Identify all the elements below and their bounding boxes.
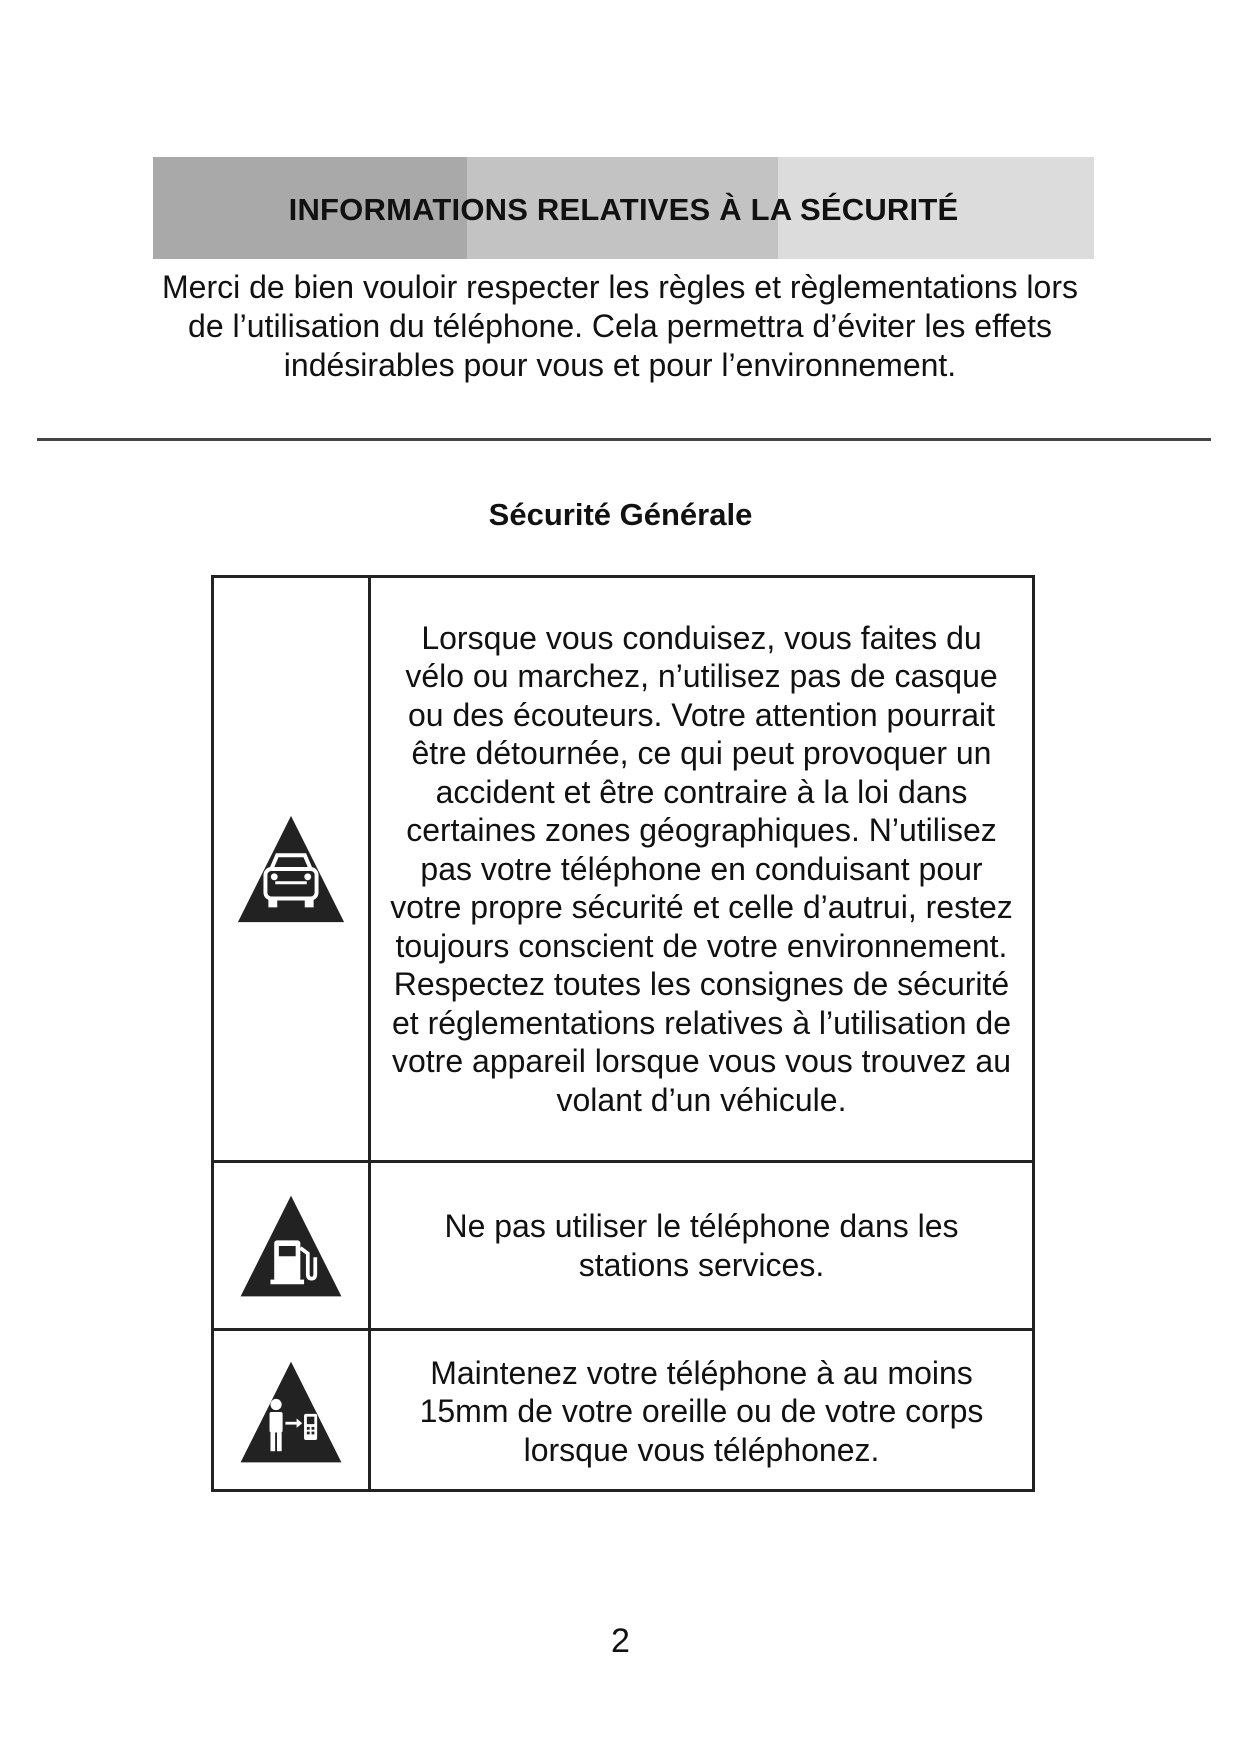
intro-line: Merci de bien vouloir respecter les règles et règlementations lors bbox=[162, 269, 1078, 305]
icon-cell bbox=[214, 578, 371, 1160]
intro-line: indésirables pour vous et pour l’environnement. bbox=[283, 347, 957, 383]
text-cell bbox=[371, 578, 1032, 1160]
text-line: stations services. bbox=[578, 1246, 825, 1283]
text-line: être détournée, ce qui peut provoquer un bbox=[411, 735, 992, 772]
section-title: Sécurité Générale bbox=[488, 497, 753, 532]
fuel-station-text bbox=[444, 1207, 958, 1284]
icon-cell bbox=[214, 1331, 371, 1492]
text-line: ou des écouteurs. Votre attention pourrait bbox=[407, 696, 996, 733]
text-line: Respectez toutes les consignes de sécurité bbox=[393, 966, 1010, 1003]
text-line: 15mm de votre oreille ou de votre corps bbox=[419, 1393, 984, 1430]
text-line: toujours conscient de votre environnement. bbox=[395, 927, 1008, 964]
text-line: certaines zones géographiques. N’utilisez bbox=[406, 812, 997, 849]
intro-line: de l’utilisation du téléphone. Cela permettra d’éviter les effets bbox=[188, 308, 1052, 344]
fuel-pump-warning-icon bbox=[235, 1190, 347, 1302]
page-title: INFORMATIONS RELATIVES À LA SÉCURITÉ bbox=[288, 192, 959, 227]
text-line: Ne pas utiliser le téléphone dans les bbox=[444, 1208, 959, 1244]
text-line: et réglementations relatives à l’utilisation de bbox=[391, 1004, 1011, 1041]
body-distance-warning-icon bbox=[235, 1356, 347, 1468]
car-warning-icon bbox=[232, 810, 350, 928]
text-line: votre appareil lorsque vous vous trouvez au bbox=[391, 1043, 1011, 1080]
table-row bbox=[214, 578, 1032, 1160]
body-distance-text bbox=[420, 1354, 984, 1470]
text-line: lorsque vous téléphonez. bbox=[523, 1431, 880, 1468]
text-line: pas votre téléphone en conduisant pour bbox=[420, 850, 983, 887]
text-line: votre propre sécurité et celle d’autrui, restez bbox=[390, 889, 1013, 926]
header-band bbox=[153, 157, 1094, 259]
text-line: accident et être contraire à la loi dans bbox=[435, 773, 968, 810]
section-divider bbox=[37, 438, 1211, 441]
text-cell bbox=[371, 1331, 1032, 1492]
text-line: Maintenez votre téléphone à au moins bbox=[430, 1354, 973, 1391]
driving-safety-text bbox=[390, 619, 1013, 1120]
intro-paragraph bbox=[140, 268, 1100, 385]
text-line: volant d’un véhicule. bbox=[556, 1081, 847, 1118]
table-row bbox=[214, 1328, 1032, 1492]
page-number: 2 bbox=[611, 1622, 630, 1660]
text-line: vélo ou marchez, n’utilisez pas de casque bbox=[405, 658, 998, 695]
table-row bbox=[214, 1160, 1032, 1328]
icon-cell bbox=[214, 1163, 371, 1328]
text-line: Lorsque vous conduisez, vous faites du bbox=[421, 619, 982, 656]
safety-table bbox=[211, 575, 1035, 1492]
text-cell bbox=[371, 1163, 1032, 1328]
